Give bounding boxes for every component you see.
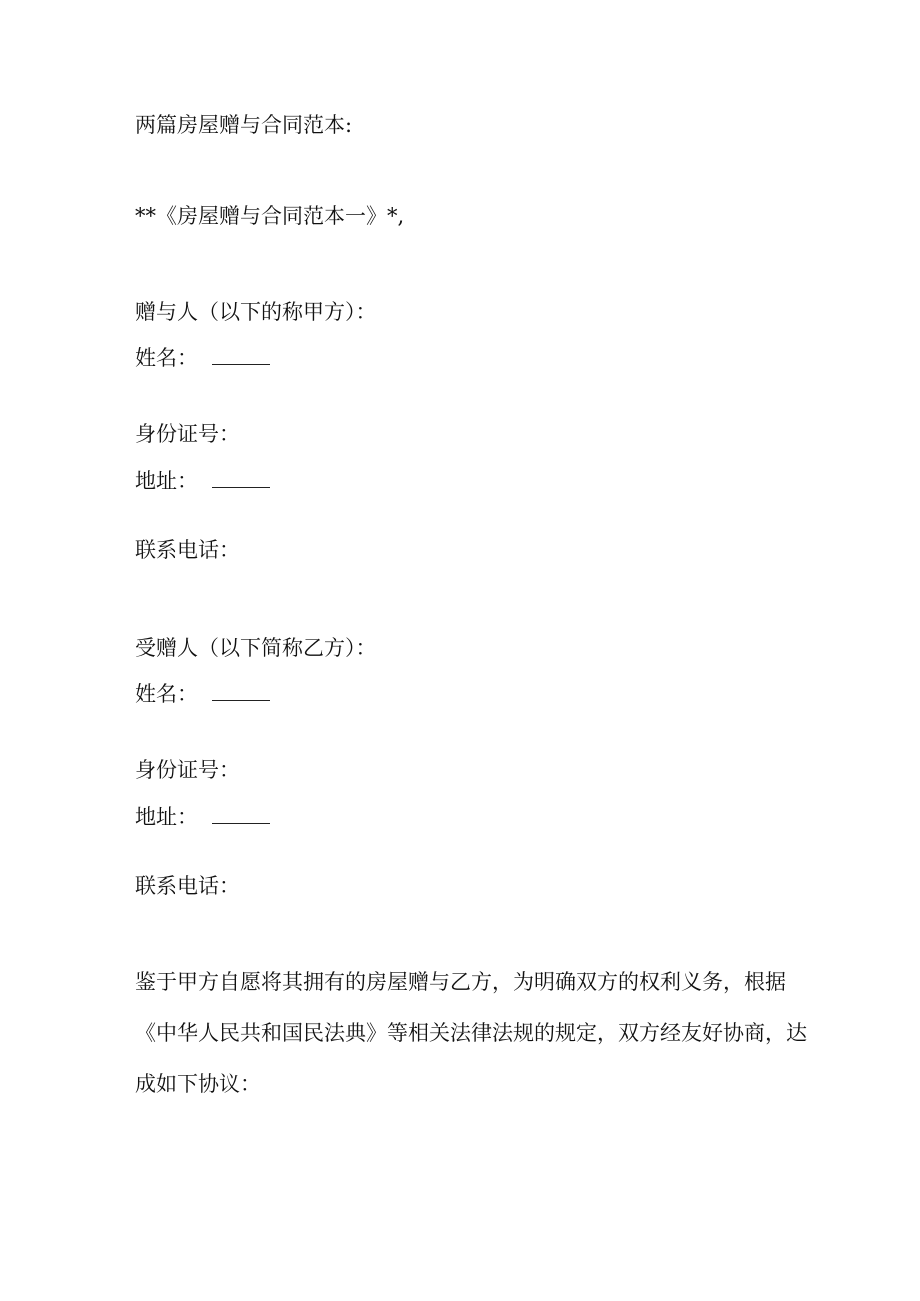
donee-address-blank [212, 803, 270, 824]
donee-address-label: 地址： [135, 805, 198, 829]
donee-address-row [135, 803, 270, 831]
donee-name-row [135, 680, 270, 708]
donor-phone-label: 联系电话： [135, 538, 240, 562]
document-heading: 两篇房屋赠与合同范本: [135, 113, 353, 137]
donee-name-label: 姓名： [135, 682, 198, 706]
donor-name-blank [212, 344, 270, 365]
donor-title: 赠与人（以下的称甲方）： [135, 300, 377, 324]
donee-phone-label: 联系电话： [135, 874, 240, 898]
donee-name-blank [212, 680, 270, 701]
preamble-paragraph [135, 957, 807, 1110]
donor-address-blank [212, 467, 270, 488]
donor-id-label: 身份证号： [135, 422, 240, 446]
donor-name-label: 姓名： [135, 346, 198, 370]
preamble-line: 《中华人民共和国民法典》等相关法律法规的规定，双方经友好协商，达 [135, 1021, 807, 1045]
preamble-line: 鉴于甲方自愿将其拥有的房屋赠与乙方，为明确双方的权利义务，根据 [135, 970, 786, 994]
donee-title: 受赠人（以下简称乙方）： [135, 636, 377, 660]
preamble-line: 成如下协议： [135, 1072, 261, 1096]
donor-address-label: 地址： [135, 469, 198, 493]
donor-name-row [135, 344, 270, 372]
contract-subtitle: **《房屋赠与合同范本一》*, [135, 204, 405, 228]
donee-id-label: 身份证号： [135, 758, 240, 782]
donor-address-row [135, 467, 270, 495]
